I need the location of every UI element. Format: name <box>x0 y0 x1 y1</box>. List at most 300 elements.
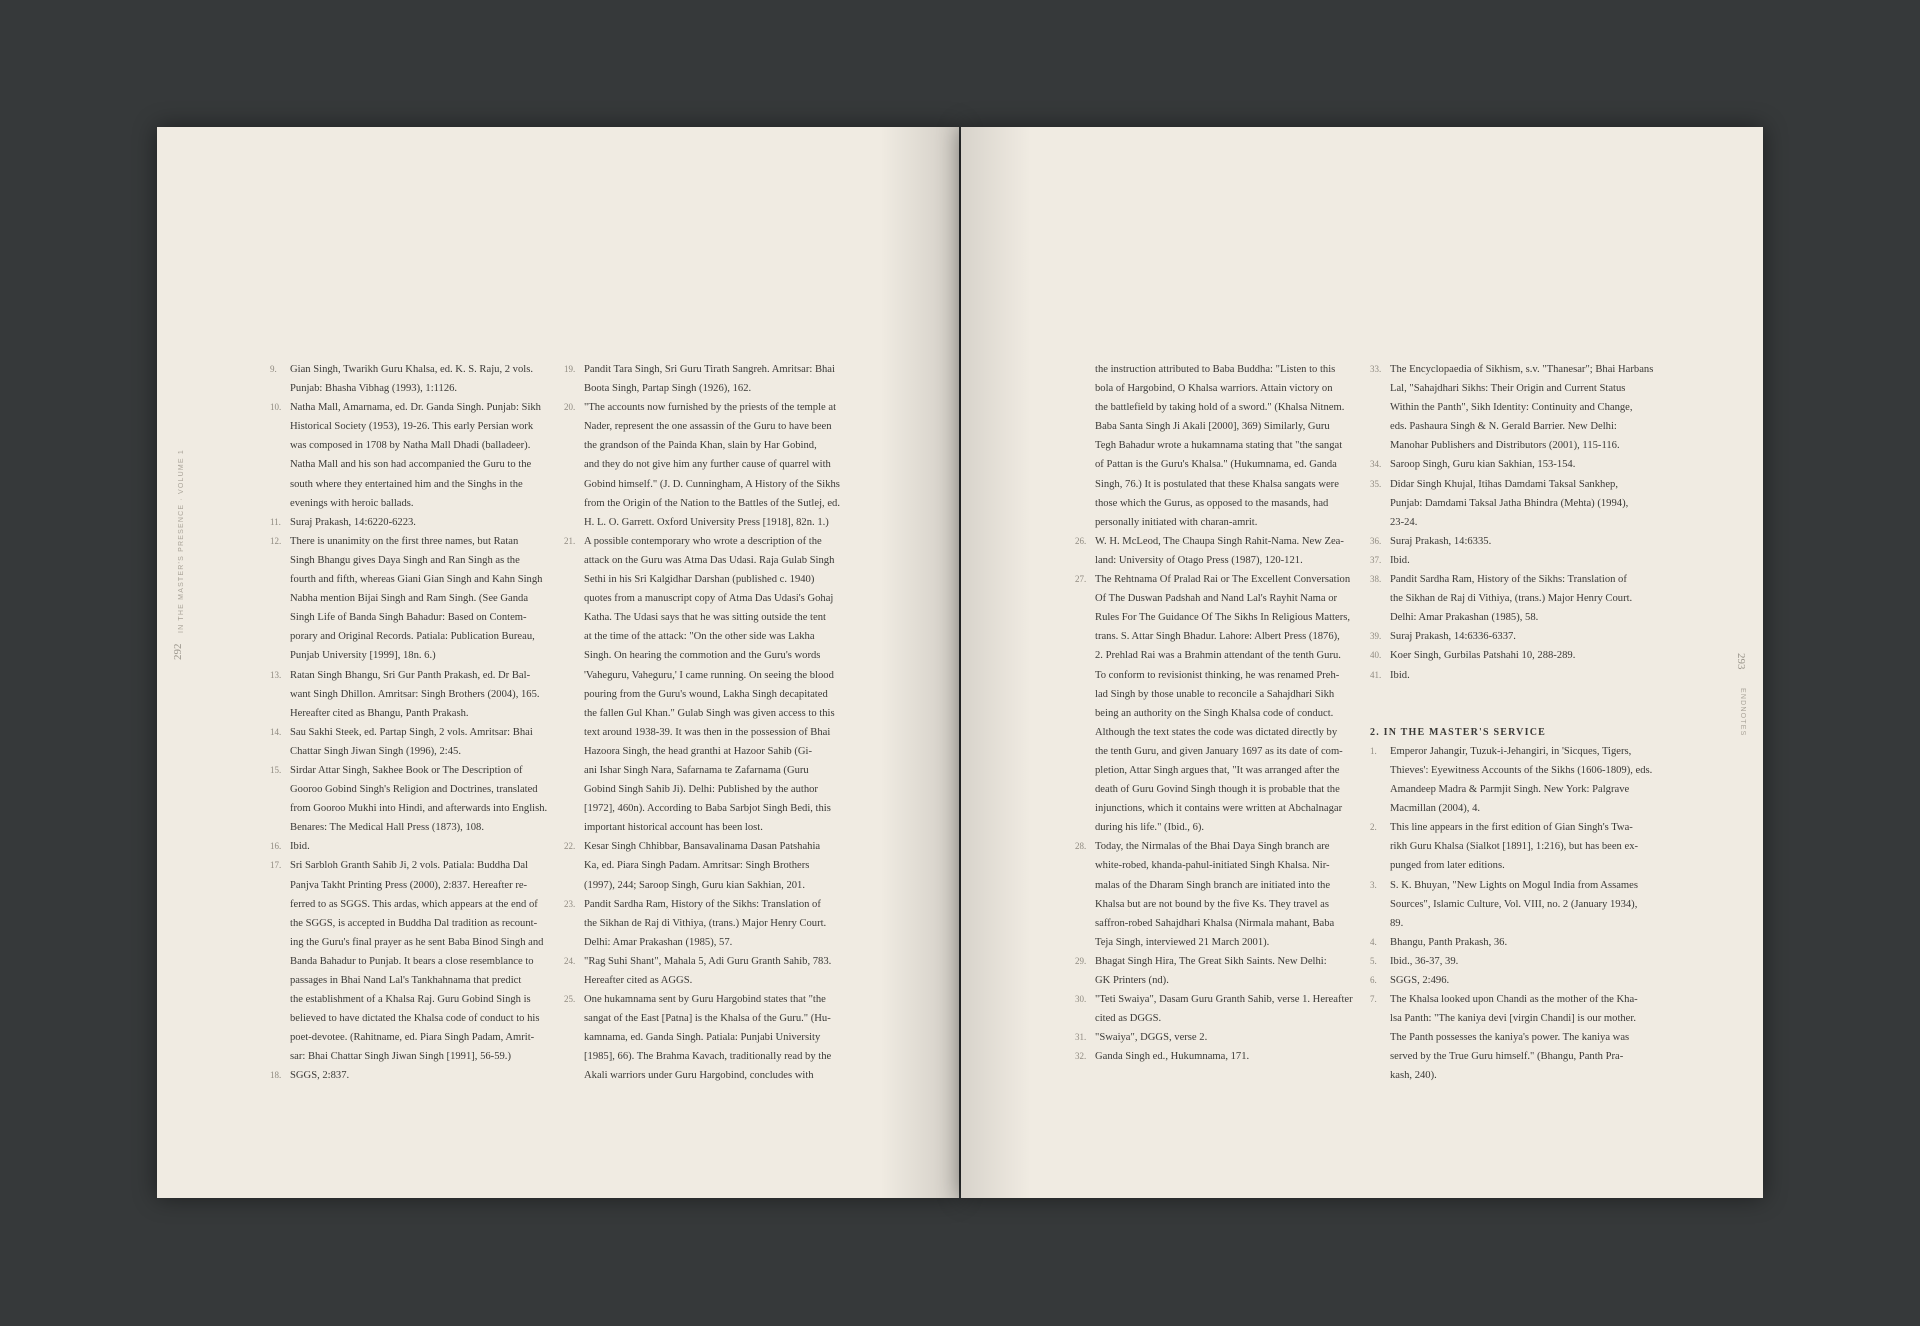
note-text: text around 1938-39. It was then in the possession of Bhai <box>584 726 831 738</box>
note-line-numbered <box>1370 551 1658 570</box>
note-number: 18. <box>270 1070 282 1081</box>
note-text: the tenth Guru, and given January 1697 as its date of com- <box>1095 745 1343 757</box>
note-line <box>270 608 558 627</box>
note-number: 6. <box>1370 975 1377 985</box>
note-line <box>564 417 852 436</box>
note-line <box>1370 494 1658 513</box>
note-line <box>564 1028 852 1047</box>
note-text: Ibid. <box>1390 669 1410 681</box>
note-text: Katha. The Udasi says that he was sitting outside the tent <box>584 612 826 624</box>
note-line-numbered <box>270 856 558 875</box>
note-number: 16. <box>270 841 282 852</box>
note-line <box>1370 513 1658 532</box>
note-line-numbered <box>270 513 558 532</box>
note-line <box>564 379 852 398</box>
note-number: 23. <box>564 898 576 909</box>
note-line <box>1370 417 1658 436</box>
note-line-numbered <box>1370 876 1658 895</box>
note-line <box>1370 799 1658 818</box>
note-text: sangat of the East [Patna] is the Khalsa of the Guru." (Hu- <box>584 1013 831 1025</box>
note-text: Teja Singh, interviewed 21 March 2001). <box>1095 936 1270 948</box>
note-line <box>270 627 558 646</box>
note-text: Punjab: Bhasha Vibhag (1993), 1:1126. <box>290 383 458 395</box>
note-text: [1972], 460n). According to Baba Sarbjot Singh Bedi, this <box>584 803 831 815</box>
note-number: 36. <box>1370 535 1382 546</box>
note-text: Pandit Tara Singh, Sri Guru Tirath Sangreh. Amritsar: Bhai <box>584 364 835 375</box>
note-line <box>564 436 852 455</box>
note-number: 24. <box>564 955 576 966</box>
note-text: Although the text states the code was dictated directly by <box>1095 726 1338 738</box>
note-text: malas of the Dharam Singh branch are initiated into the <box>1095 879 1331 891</box>
note-text: the Sikhan de Raj di Vithiya, (trans.) Major Henry Court. <box>1390 593 1633 605</box>
note-text: Akali warriors under Guru Hargobind, concludes with <box>584 1070 814 1082</box>
note-line-numbered <box>1370 360 1658 379</box>
note-text: A possible contemporary who wrote a description of the <box>584 535 822 547</box>
note-line-numbered <box>564 360 852 379</box>
note-text: The Rehtnama Of Pralad Rai or The Excellent Conversation <box>1095 574 1351 586</box>
note-number: 31. <box>1075 1032 1087 1043</box>
note-text: the fallen Gul Khan." Gulab Singh was given access to this <box>584 707 835 719</box>
note-line <box>564 1009 852 1028</box>
note-text: poet-devotee. (Rahitname, ed. Piara Singh Padam, Amrit- <box>290 1032 535 1044</box>
note-number: 15. <box>270 764 282 775</box>
note-line <box>564 761 852 780</box>
note-text: Koer Singh, Gurbilas Patshahi 10, 288-289. <box>1390 650 1576 662</box>
note-text: the establishment of a Khalsa Raj. Guru Gobind Singh is <box>290 994 531 1006</box>
note-text: Ratan Singh Bhangu, Sri Gur Panth Prakash, ed. Dr Bal- <box>290 669 531 681</box>
note-text: Punjab University [1999], 18n. 6.) <box>290 650 436 662</box>
note-line <box>1370 398 1658 417</box>
note-text: saffron-robed Sahajdhari Khalsa (Nirmala mahant, Baba <box>1095 917 1335 929</box>
note-line <box>564 876 852 895</box>
note-line-numbered <box>1075 990 1363 1009</box>
note-text: the SGGS, is accepted in Buddha Dal tradition as recount- <box>290 917 538 929</box>
note-text: important historical account has been lost. <box>584 822 763 834</box>
note-line <box>564 1066 852 1085</box>
note-text: pouring from the Guru's wound, Lakha Singh decapitated <box>584 688 828 700</box>
note-line <box>270 742 558 761</box>
note-line <box>1075 895 1363 914</box>
note-number: 17. <box>270 860 282 871</box>
note-text: Gobind Singh Sahib Ji). Delhi: Published by the author <box>584 784 818 796</box>
note-text: Within the Panth", Sikh Identity: Continuity and Change, <box>1390 402 1633 414</box>
note-text: H. L. O. Garrett. Oxford University Press [1918], 82n. 1.) <box>584 516 829 528</box>
note-line-numbered <box>1075 837 1363 856</box>
note-line <box>1075 799 1363 818</box>
note-line <box>270 971 558 990</box>
note-text: pletion, Attar Singh argues that, "It was arranged after the <box>1095 764 1340 776</box>
note-line <box>1075 360 1363 379</box>
note-text: The Khalsa looked upon Chandi as the mother of the Kha- <box>1390 994 1638 1006</box>
note-line-numbered <box>1370 627 1658 646</box>
note-text: the grandson of the Painda Khan, slain by Har Gobind, <box>584 440 817 452</box>
note-text: want Singh Dhillon. Amritsar: Singh Brothers (2004), 165. <box>290 688 540 700</box>
note-line <box>564 475 852 494</box>
note-text: punged from later editions. <box>1390 860 1505 872</box>
note-text: Sethi in his Sri Kalgidhar Darshan (published c. 1940) <box>584 574 815 586</box>
note-text: Ka, ed. Piara Singh Padam. Amritsar: Singh Brothers <box>584 860 810 872</box>
note-text: Suraj Prakash, 14:6336-6337. <box>1390 631 1516 643</box>
note-text: land: University of Otago Press (1987), 120-121. <box>1095 554 1303 566</box>
note-text: Ibid. <box>290 841 310 853</box>
note-line-numbered <box>270 837 558 856</box>
note-text: Pandit Sardha Ram, History of the Sikhs: Translation of <box>1390 574 1627 586</box>
note-line <box>270 589 558 608</box>
note-text: Bhangu, Panth Prakash, 36. <box>1390 936 1508 948</box>
note-line-numbered <box>564 532 852 551</box>
note-text: 'Vaheguru, Vaheguru,' I came running. On seeing the blood <box>584 669 834 681</box>
note-text: Singh. On hearing the commotion and the Guru's words <box>584 650 821 662</box>
note-line <box>270 914 558 933</box>
note-line <box>270 952 558 971</box>
note-line <box>1075 856 1363 875</box>
note-line <box>270 475 558 494</box>
note-line-numbered <box>270 723 558 742</box>
note-line <box>1075 971 1363 990</box>
note-line <box>270 799 558 818</box>
note-text: passages in Bhai Nand Lal's Tankhahnama that predict <box>290 975 522 986</box>
note-number: 7. <box>1370 994 1377 1005</box>
note-line <box>564 742 852 761</box>
note-line <box>564 799 852 818</box>
note-line <box>270 1028 558 1047</box>
note-text: Baba Santa Singh Ji Akali [2000], 369) Similarly, Guru <box>1095 421 1330 433</box>
note-text: Delhi: Amar Prakashan (1985), 57. <box>584 936 733 948</box>
note-line <box>270 704 558 723</box>
note-text: Bhagat Singh Hira, The Great Sikh Saints. New Delhi: <box>1095 955 1327 967</box>
note-number: 5. <box>1370 955 1377 966</box>
note-text: kash, 240). <box>1390 1070 1437 1082</box>
note-line <box>1370 1028 1658 1047</box>
note-line <box>1075 704 1363 723</box>
note-text: Emperor Jahangir, Tuzuk-i-Jehangiri, in 'Sicques, Tigers, <box>1390 745 1632 757</box>
note-text: Singh, 76.) It is postulated that these Khalsa sangats were <box>1095 478 1339 490</box>
note-text: 2. Prehlad Rai was a Brahmin attendant of the tenth Guru. <box>1095 650 1341 662</box>
note-line <box>1370 895 1658 914</box>
note-line <box>270 417 558 436</box>
line-spacer <box>1370 685 1658 704</box>
note-line <box>270 780 558 799</box>
note-text: from the Origin of the Nation to the Battles of the Sutlej, ed. <box>584 497 840 509</box>
note-line-numbered <box>564 990 852 1009</box>
note-line <box>564 723 852 742</box>
note-text: south where they entertained him and the Singhs in the <box>290 478 523 490</box>
note-line <box>1075 818 1363 837</box>
note-line <box>1075 914 1363 933</box>
note-text: Sau Sakhi Steek, ed. Partap Singh, 2 vols. Amritsar: Bhai <box>290 726 533 738</box>
note-line <box>270 455 558 474</box>
note-line <box>1370 837 1658 856</box>
note-text: Suraj Prakash, 14:6335. <box>1390 535 1492 547</box>
note-line <box>1370 436 1658 455</box>
note-text: Ibid., 36-37, 39. <box>1390 955 1459 967</box>
note-number: 34. <box>1370 459 1382 470</box>
note-text: There is unanimity on the first three names, but Ratan <box>290 535 519 547</box>
note-number: 28. <box>1075 841 1087 852</box>
note-text: ani Ishar Singh Nara, Safarnama te Zafarnama (Guru <box>584 764 809 776</box>
note-number: 30. <box>1075 994 1087 1005</box>
note-number: 32. <box>1075 1051 1087 1062</box>
note-number: 41. <box>1370 669 1382 680</box>
note-text: Suraj Prakash, 14:6220-6223. <box>290 516 416 528</box>
note-text: Gooroo Gobind Singh's Religion and Doctrines, translated <box>290 784 538 796</box>
note-text: Nabha mention Bijai Singh and Ram Singh. (See Ganda <box>290 593 529 605</box>
note-line <box>564 685 852 704</box>
note-line <box>270 551 558 570</box>
note-text: Historical Society (1953), 19-26. This early Persian work <box>290 421 534 433</box>
note-line <box>1075 494 1363 513</box>
note-line <box>1075 398 1363 417</box>
note-text: ing the Guru's final prayer as he sent Baba Binod Singh and <box>290 936 544 948</box>
note-line-numbered <box>270 1066 558 1085</box>
note-line <box>1075 627 1363 646</box>
note-text: lad Singh by those unable to reconcile a Sahajdhari Sikh <box>1095 688 1335 700</box>
note-text: Ganda Singh ed., Hukumnama, 171. <box>1095 1051 1250 1063</box>
note-text: Benares: The Medical Hall Press (1873), 108. <box>290 822 484 834</box>
note-text: Pandit Sardha Ram, History of the Sikhs: Translation of <box>584 898 821 910</box>
note-number: 12. <box>270 535 282 546</box>
note-line-numbered <box>1075 532 1363 551</box>
note-text: Thieves': Eyewitness Accounts of the Sikhs (1606-1809), eds. <box>1390 764 1653 776</box>
note-line-numbered <box>564 895 852 914</box>
note-text: Punjab: Damdami Taksal Jatha Bhindra (Mehta) (1994), <box>1390 497 1629 509</box>
note-line <box>564 704 852 723</box>
note-line-numbered <box>270 666 558 685</box>
note-line <box>270 1047 558 1066</box>
note-line <box>1370 589 1658 608</box>
note-text: evenings with heroic ballads. <box>290 497 414 509</box>
note-line <box>270 646 558 665</box>
note-text: GK Printers (nd). <box>1095 975 1169 986</box>
note-text: Tegh Bahadur wrote a hukamnama stating that "the sangat <box>1095 440 1343 452</box>
note-line-numbered <box>1370 990 1658 1009</box>
note-line-numbered <box>270 360 558 379</box>
note-text: served by the True Guru himself." (Bhangu, Panth Pra- <box>1390 1051 1624 1063</box>
note-line <box>270 436 558 455</box>
note-line <box>1075 589 1363 608</box>
note-text: Hazoora Singh, the head granthi at Hazoor Sahib (Gi- <box>584 745 812 757</box>
note-text: One hukamnama sent by Guru Hargobind states that "the <box>584 994 826 1006</box>
note-line-numbered <box>1370 646 1658 665</box>
note-line-numbered <box>1370 952 1658 971</box>
note-text: Of The Duswan Padshah and Nand Lal's Rayhit Nama or <box>1095 593 1338 605</box>
note-text: Ibid. <box>1390 554 1410 566</box>
note-text: Sri Sarbloh Granth Sahib Ji, 2 vols. Patiala: Buddha Dal <box>290 860 529 872</box>
note-text: Manohar Publishers and Distributors (2001), 115-116. <box>1390 440 1620 452</box>
note-line <box>1075 876 1363 895</box>
gutter-shadow-left <box>880 127 959 1198</box>
note-text: during his life." (Ibid., 6). <box>1095 822 1205 834</box>
note-text: Today, the Nirmalas of the Bhai Daya Singh branch are <box>1095 841 1330 853</box>
note-line <box>1075 742 1363 761</box>
note-text: SGGS, 2:496. <box>1390 975 1450 986</box>
note-line <box>564 494 852 513</box>
note-line-numbered <box>270 532 558 551</box>
right-column-2 <box>1370 360 1658 1086</box>
note-text: at the time of the attack: "On the other side was Lakha <box>584 631 815 643</box>
note-line-numbered <box>564 837 852 856</box>
note-text: 23-24. <box>1390 516 1418 528</box>
note-text: Chattar Singh Jiwan Singh (1996), 2:45. <box>290 745 461 757</box>
note-text: The Encyclopaedia of Sikhism, s.v. "Thanesar"; Bhai Harbans <box>1390 364 1654 375</box>
note-number: 9. <box>270 364 277 374</box>
note-text: Sources", Islamic Culture, Vol. VIII, no. 2 (January 1934), <box>1390 898 1638 910</box>
note-text: Hereafter cited as AGGS. <box>584 975 693 986</box>
note-line-numbered <box>270 398 558 417</box>
note-text: Nader, represent the one assassin of the Guru to have been <box>584 421 832 433</box>
note-line <box>270 1009 558 1028</box>
running-head-right: ENDNOTES <box>1739 688 1746 737</box>
note-text: quotes from a manuscript copy of Atma Das Udasi's Gohaj <box>584 593 834 605</box>
note-text: Amandeep Madra & Parmjit Singh. New York: Palgrave <box>1390 784 1630 796</box>
note-line <box>564 856 852 875</box>
note-line <box>1370 1009 1658 1028</box>
note-text: the battlefield by taking hold of a sword." (Khalsa Nitnem. <box>1095 402 1345 414</box>
note-line-numbered <box>1075 952 1363 971</box>
note-text: "Teti Swaiya", Dasam Guru Granth Sahib, verse 1. Hereafter <box>1095 994 1353 1006</box>
note-text: Hereafter cited as Bhangu, Panth Prakash. <box>290 707 469 719</box>
running-head-left: IN THE MASTER'S PRESENCE · VOLUME 1 <box>178 448 185 633</box>
note-line <box>564 570 852 589</box>
note-text: sar: Bhai Chattar Singh Jiwan Singh [1991], 56-59.) <box>290 1051 511 1063</box>
note-line-numbered <box>1370 933 1658 952</box>
note-line <box>564 513 852 532</box>
note-line <box>1075 1009 1363 1028</box>
note-text: Lal, "Sahajdhari Sikhs: Their Origin and Current Status <box>1390 383 1626 395</box>
note-line <box>1075 417 1363 436</box>
note-text: kamnama, ed. Ganda Singh. Patiala: Punjabi University <box>584 1032 821 1044</box>
note-line <box>1075 646 1363 665</box>
note-text: SGGS, 2:837. <box>290 1070 350 1082</box>
note-text: "Rag Suhi Shant", Mahala 5, Adi Guru Granth Sahib, 783. <box>584 955 832 967</box>
note-text: white-robed, khanda-pahul-initiated Singh Khalsa. Nir- <box>1095 860 1330 872</box>
note-line <box>1075 685 1363 704</box>
note-text: Natha Mall and his son had accompanied the Guru to the <box>290 459 532 471</box>
note-number: 13. <box>270 669 282 680</box>
note-line <box>1075 780 1363 799</box>
note-number: 27. <box>1075 574 1087 585</box>
note-number: 20. <box>564 402 576 413</box>
note-line-numbered <box>1075 1028 1363 1047</box>
note-line <box>564 646 852 665</box>
note-text: attack on the Guru was Atma Das Udasi. Raja Gulab Singh <box>584 554 835 566</box>
note-text: was composed in 1708 by Natha Mall Dhadi (balladeer). <box>290 440 531 452</box>
note-line <box>1075 475 1363 494</box>
note-line <box>564 971 852 990</box>
note-line-numbered <box>270 761 558 780</box>
note-text: bola of Hargobind, O Khalsa warriors. Attain victory on <box>1095 383 1333 395</box>
note-line-numbered <box>1370 570 1658 589</box>
note-number: 25. <box>564 994 576 1005</box>
note-line-numbered <box>1370 818 1658 837</box>
note-line <box>564 780 852 799</box>
note-line <box>1370 914 1658 933</box>
note-text: [1985], 66). The Brahma Kavach, traditionally read by the <box>584 1051 832 1063</box>
note-text: Banda Bahadur to Punjab. It bears a close resemblance to <box>290 955 534 967</box>
line-spacer <box>1370 704 1658 723</box>
note-text: 89. <box>1390 917 1404 929</box>
note-text: fourth and fifth, whereas Giani Gian Singh and Kahn Singh <box>290 574 543 586</box>
note-number: 3. <box>1370 879 1377 890</box>
note-number: 37. <box>1370 554 1382 565</box>
left-column-1 <box>270 360 558 1086</box>
note-number: 40. <box>1370 650 1382 661</box>
note-text: Boota Singh, Partap Singh (1926), 162. <box>584 383 752 395</box>
left-column-2 <box>564 360 852 1086</box>
note-line <box>564 551 852 570</box>
note-number: 22. <box>564 841 576 852</box>
note-text: Kesar Singh Chhibbar, Bansavalinama Dasan Patshahia <box>584 841 821 853</box>
note-line <box>270 895 558 914</box>
note-text: To conform to revisionist thinking, he was renamed Preh- <box>1095 669 1340 681</box>
note-line <box>1075 723 1363 742</box>
note-text: believed to have dictated the Khalsa code of conduct to his <box>290 1013 540 1025</box>
note-line <box>270 379 558 398</box>
note-line <box>1370 379 1658 398</box>
note-line <box>1075 933 1363 952</box>
note-text: S. K. Bhuyan, "New Lights on Mogul India from Assames <box>1390 879 1638 891</box>
note-line <box>564 818 852 837</box>
note-line <box>270 876 558 895</box>
gutter-shadow-right <box>961 127 1031 1198</box>
note-number: 35. <box>1370 478 1382 489</box>
note-text: Khalsa but are not bound by the five Ks. They travel as <box>1095 898 1329 910</box>
note-line-numbered <box>564 398 852 417</box>
note-line-numbered <box>1370 455 1658 474</box>
note-number: 11. <box>270 516 281 527</box>
note-text: Sirdar Attar Singh, Sakhee Book or The Description of <box>290 764 523 776</box>
note-text: The Panth possesses the kaniya's power. The kaniya was <box>1390 1032 1630 1044</box>
section-heading: 2. IN THE MASTER'S SERVICE <box>1370 726 1546 738</box>
note-line <box>564 455 852 474</box>
note-text: the Sikhan de Raj di Vithiya, (trans.) Major Henry Court. <box>584 917 827 929</box>
note-line <box>270 570 558 589</box>
note-line <box>564 589 852 608</box>
note-line <box>1075 436 1363 455</box>
note-text: the instruction attributed to Baba Buddha: "Listen to this <box>1095 364 1336 375</box>
right-column-1 <box>1075 360 1363 1066</box>
folio-right: 293 <box>1735 653 1747 670</box>
note-text: Didar Singh Khujal, Itihas Damdami Taksal Sankhep, <box>1390 478 1618 490</box>
note-number: 10. <box>270 402 282 413</box>
note-text: Delhi: Amar Prakashan (1985), 58. <box>1390 612 1539 624</box>
note-line <box>1075 379 1363 398</box>
note-number: 14. <box>270 726 282 737</box>
note-line <box>270 990 558 1009</box>
note-line <box>270 494 558 513</box>
note-line-numbered <box>1075 1047 1363 1066</box>
note-line <box>270 933 558 952</box>
note-line <box>1075 551 1363 570</box>
note-line <box>1075 666 1363 685</box>
note-line <box>564 627 852 646</box>
note-line-numbered <box>1370 666 1658 685</box>
note-line <box>564 1047 852 1066</box>
note-line <box>270 818 558 837</box>
note-number: 26. <box>1075 535 1087 546</box>
note-text: Singh Bhangu gives Daya Singh and Ran Singh as the <box>290 554 520 566</box>
note-text: Panjva Takht Printing Press (2000), 2:837. Hereafter re- <box>290 879 528 891</box>
note-text: personally initiated with charan-amrit. <box>1095 516 1258 528</box>
note-line-numbered <box>1370 971 1658 990</box>
note-text: trans. S. Attar Singh Bhadur. Lahore: Albert Press (1876), <box>1095 631 1340 643</box>
note-text: (1997), 244; Saroop Singh, Guru kian Sakhian, 201. <box>584 879 805 891</box>
note-number: 29. <box>1075 955 1087 966</box>
note-line <box>1370 780 1658 799</box>
note-text: This line appears in the first edition of Gian Singh's Twa- <box>1390 822 1633 834</box>
note-line <box>1370 608 1658 627</box>
note-line-numbered <box>1075 570 1363 589</box>
